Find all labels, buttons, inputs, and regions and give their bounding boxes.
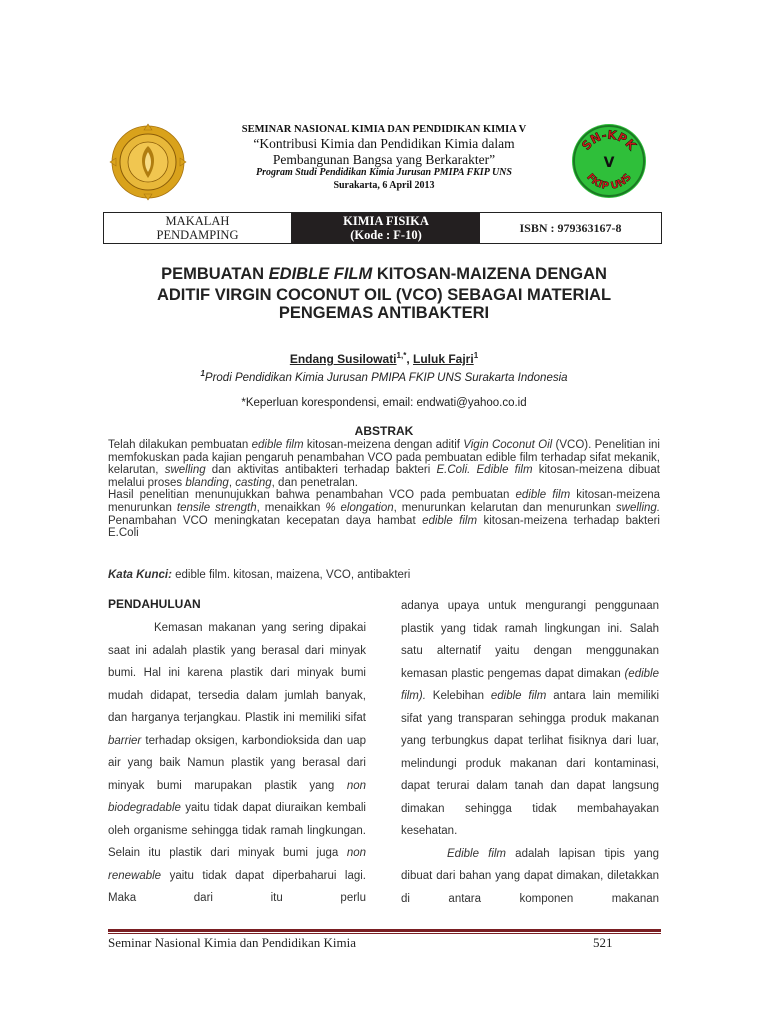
seminar-theme-line1: “Kontribusi Kimia dan Pendidikan Kimia dalam [253,136,515,151]
paper-type-line2: PENDAMPING [156,228,239,242]
correspondence: *Keperluan korespondensi, email: endwati@yahoo.co.id [241,397,527,409]
isbn: ISBN : 979363167-8 [519,221,622,235]
program-name: Program Studi Pendidikan Kimia Jurusan PMIPA FKIP UNS [256,167,512,178]
logo-text-bottom: FKIP UNS [584,171,634,193]
paper-type-line1: MAKALAH [165,214,230,228]
body-paragraph: adanya upaya untuk mengurangi penggunaan plastik yang tidak ramah lingkungan ini. Salah satu alternatif yaitu dengan menggunakan kemasan plastic pengemas dapat dimakan (edible film). Kelebihan edible film antara lain memiliki sifat yang transparan sehingga produk makanan yang terbungkus dapat terlihat fisiknya dari luar, melindungi produk makanan dari kontaminasi, dapat terurai dalam tanah dan dapat langsung dimakan sehingga tidak membahayakan kesehatan. [401,600,659,837]
sn-kpk-logo [570,122,648,200]
category-code: (Kode : F-10) [350,228,422,242]
abstract-paragraph: Hasil penelitian menunujukkan bahwa penambahan VCO pada pembuatan edible film kitosan-meizena menurunkan tensile strength, menaikkan % elongation, menurunkan kelarutan dan menurunkan swelling. Penambahan VCO meningkatan kecepatan daya hambat edible film kitosan-meizena terhadap bakteri E.Coli [108,489,661,540]
abstract-heading: ABSTRAK [354,424,414,438]
keywords-value: edible film. kitosan, maizena, VCO, antibakteri [171,569,411,581]
left-column [108,617,366,910]
author-2: Luluk Fajri [413,352,474,366]
footer-rule-thin [108,933,661,934]
paper-info-box [103,212,662,244]
section-heading: PENDAHULUAN [108,597,201,611]
affiliation: $^1$Prodi Pendidikan Kimia Jurusan PMIPA FKIP UNS Surakarta Indonesia [200,369,568,384]
paper-title-line1: PEMBUATAN EDIBLE FILM KITOSAN-MAIZENA DENGAN [161,265,607,283]
category-name: KIMIA FISIKA [343,214,429,228]
paper-title-line3: PENGEMAS ANTIBAKTERI [278,304,490,322]
author-1: Endang Susilowati [289,352,397,366]
authors: Endang Susilowati$^{1,*}$, Luluk Fajri$^1$ [289,351,479,366]
paper-type-cell [104,213,292,243]
keywords-label: Kata Kunci: [108,569,172,581]
seminar-theme-line2: Pembangunan Bangsa yang Berkarakter” [272,152,496,167]
abstract-paragraph: Telah dilakukan pembuatan edible film kitosan-meizena dengan aditif Vigin Coconut Oil (VCO). Penelitian ini memfokuskan pada kajian pengaruh penambahan VCO pada pembuatan edible film terhadap sifat mekanik, kelarutan, swelling dan aktivitas antibakteri terhadap bakteri E.Coli. Edible film kitosan-meizena dibuat melalui proses blanding, casting, dan penetralan. [108,439,661,489]
logo-text-top: SN-KPK [578,127,639,153]
logo-text-mid: V [603,155,615,171]
place-date: Surakarta, 6 April 2013 [333,180,435,191]
isbn-cell [480,213,661,243]
seminar-name: SEMINAR NASIONAL KIMIA DAN PENDIDIKAN KIMIA V [241,124,527,135]
body-paragraph: Kemasan makanan yang sering dipakai saat ini adalah plastik yang berasal dari minyak bumi. Hal ini karena plastik dari minyak bumi mudah didapat, tersedia dalam jumlah banyak, dan harganya terjangkau. Plastik ini memiliki sifat barrier terhadap oksigen, karbondioksida dan uap air yang baik Namun plastik yang berasal dari minyak bumi marupakan plastik yang non biodegradable yaitu tidak dapat diuraikan kembali oleh organisme sehingga tidak ramah lingkungan. Selain itu plastik dari minyak bumi juga non renewable yaitu tidak dapat diperbaharui lagi. Maka dari itu perlu [108,622,366,904]
paper-title-line2: ADITIF VIRGIN COCONUT OIL (VCO) SEBAGAI MATERIAL [156,286,612,304]
footer-seminar-name: Seminar Nasional Kimia dan Pendidikan Kimia [108,935,357,950]
abstract-body [108,439,660,540]
body-paragraph: Edible film adalah lapisan tipis yang dibuat dari bahan yang dapat dimakan, diletakkan di antara komponen makanan [401,847,659,905]
footer-rule [108,929,661,932]
keywords [108,569,410,581]
university-seal-logo [108,122,188,202]
page-number: 521 [593,935,613,950]
category-cell [292,213,480,243]
right-column [401,595,659,910]
